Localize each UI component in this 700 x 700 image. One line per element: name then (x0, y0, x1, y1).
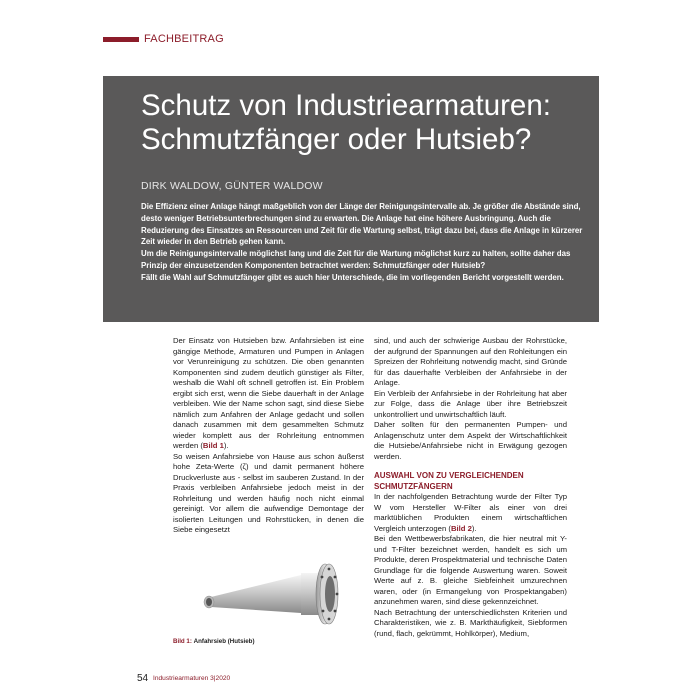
section-bar (103, 37, 139, 42)
body-column-left (173, 336, 364, 536)
lead-paragraph: Die Effizienz einer Anlage hängt maßgeblich von der Länge der Reinigungsintervalle ab. Je größer die Abstände sind, desto weniger Betriebsunterbrechungen sind zu erwarten. Die Anlage hat eine höhere Ausbringung. Auch die Reduzierung des Einsatzes an Ressourcen und Zeit für die Wartung selbst, trägt dazu bei, dass die Anlage in kürzerer Zeit wieder in den Betrieb gehen kann. (141, 202, 583, 247)
body-paragraph: In der nachfolgenden Betrachtung wurde der Filter Typ W vom Hersteller W-Filter als einer von drei marktüblichen Produkten einem wirtschaftlichen Vergleich unterzogen (Bild 2). (374, 492, 567, 533)
title-panel (103, 76, 599, 322)
body-paragraph: Der Einsatz von Hutsieben bzw. Anfahrsieben ist eine gängige Methode, Armaturen und Pumpen in Anlagen vor Verunreinigung zu schützen. Die oben genannten Komponenten sind zudem deutlich günstiger als Filter, weshalb die Wahl oft schnell getroffen ist. Ein Problem ergibt sich erst, wenn die Siebe dauerhaft in der Anlage verbleiben. Wie der Name schon sagt, sind diese Siebe nämlich zum Anfahren der Anlage gedacht und sollen danach zusammen mit dem gesammelten Schmutz wieder komplett aus der Rohrleitung entnommen werden (Bild 1). (173, 336, 364, 450)
article-authors: DIRK WALDOW, GÜNTER WALDOW (141, 180, 323, 192)
body-paragraph: Nach Betrachtung der unterschiedlichsten Kriterien und Charakteristiken, wie z. B. Markthäufigkeit, Siebformen (rund, flach, gekrümmt, Hohlkörper), Medium, (374, 607, 567, 638)
article-title-line1: Schutz von Industriearmaturen: (141, 89, 551, 122)
article-title-line2: Schmutzfänger oder Hutsieb? (141, 123, 532, 156)
article-lead (141, 201, 589, 284)
section-label: FACHBEITRAG (144, 33, 224, 45)
page-number: 54 (137, 673, 149, 684)
body-paragraph: Bei den Wettbewerbsfabrikaten, die hier neutral mit Y- und T-Filter bezeichnet werden, handelt es sich um Produkte, deren Prospektmaterial und technische Daten Grundlage für die folgende Auswertung waren. Soweit Werte auf z. B. gleiche Siebfeinheit umzurechnen waren, oder (in Ermangelung von Prospektangaben) anzunehmen waren, sind diese gekennzeichnet. (374, 534, 567, 606)
figure-reference-link[interactable]: Bild 1 (202, 441, 224, 450)
figure-1-caption (173, 638, 255, 645)
strainer-pipe-icon (173, 545, 363, 635)
body-paragraph: Daher sollten für den permanenten Pumpen- und Anlagenschutz unter dem Aspekt der Wirtschaftlichkeit die Hutsiebe/Anfahrsiebe nicht in Erwägung gezogen werden. (374, 420, 567, 461)
body-paragraph: sind, und auch der schwierige Ausbau der Rohrstücke, der aufgrund der Spannungen auf den Rohleitungen ein Spreizen der Rohrleitung notwendig macht, sind Gründe für das dauerhafte Verbleiben der Anfahrsiebe in der Anlage. (374, 336, 567, 387)
section-subheading: AUSWAHL VON ZU VERGLEICHENDEN SCHMUTZFÄNGERN (374, 471, 524, 491)
figure-1-label: Bild 1: (173, 638, 192, 645)
publication-name: Industriearmaturen 3|2020 (153, 675, 231, 682)
body-column-right (374, 336, 567, 639)
figure-reference-link[interactable]: Bild 2 (450, 523, 472, 533)
lead-paragraph: Um die Reinigungsintervalle möglichst lang und die Zeit für die Wartung möglichst kurz zu halten, sollte daher das Prinzip der einzusetzenden Komponenten betrachtet werden: Schmutzfänger oder Hutsieb? (141, 249, 571, 270)
figure-1-image (173, 545, 363, 635)
article-title (141, 89, 591, 157)
body-paragraph: So weisen Anfahrsiebe von Hause aus schon äußerst hohe Zeta-Werte (ζ) und damit permanent höhere Druckverluste aus - selbst im sauberen Zustand. In der Praxis verbleiben Anfahrsiebe jedoch meist in der Rohrleitung und werden häufig noch nicht einmal gereinigt. Vor allem die aufwendige Demontage der isolierten Leitungen und Rohrstücken, in denen die Siebe eingesetzt (173, 451, 364, 534)
figure-1-caption-text: Anfahrsieb (Hutsieb) (193, 638, 255, 645)
body-paragraph: Ein Verbleib der Anfahrsiebe in der Rohrleitung hat aber zur Folge, dass die Anlage über ihre Betriebszeit unkontrolliert und unwirtschaftlich läuft. (374, 388, 567, 419)
lead-paragraph: Fällt die Wahl auf Schmutzfänger gibt es auch hier Unterschiede, die im vorliegenden Bericht vorgestellt werden. (141, 272, 564, 282)
